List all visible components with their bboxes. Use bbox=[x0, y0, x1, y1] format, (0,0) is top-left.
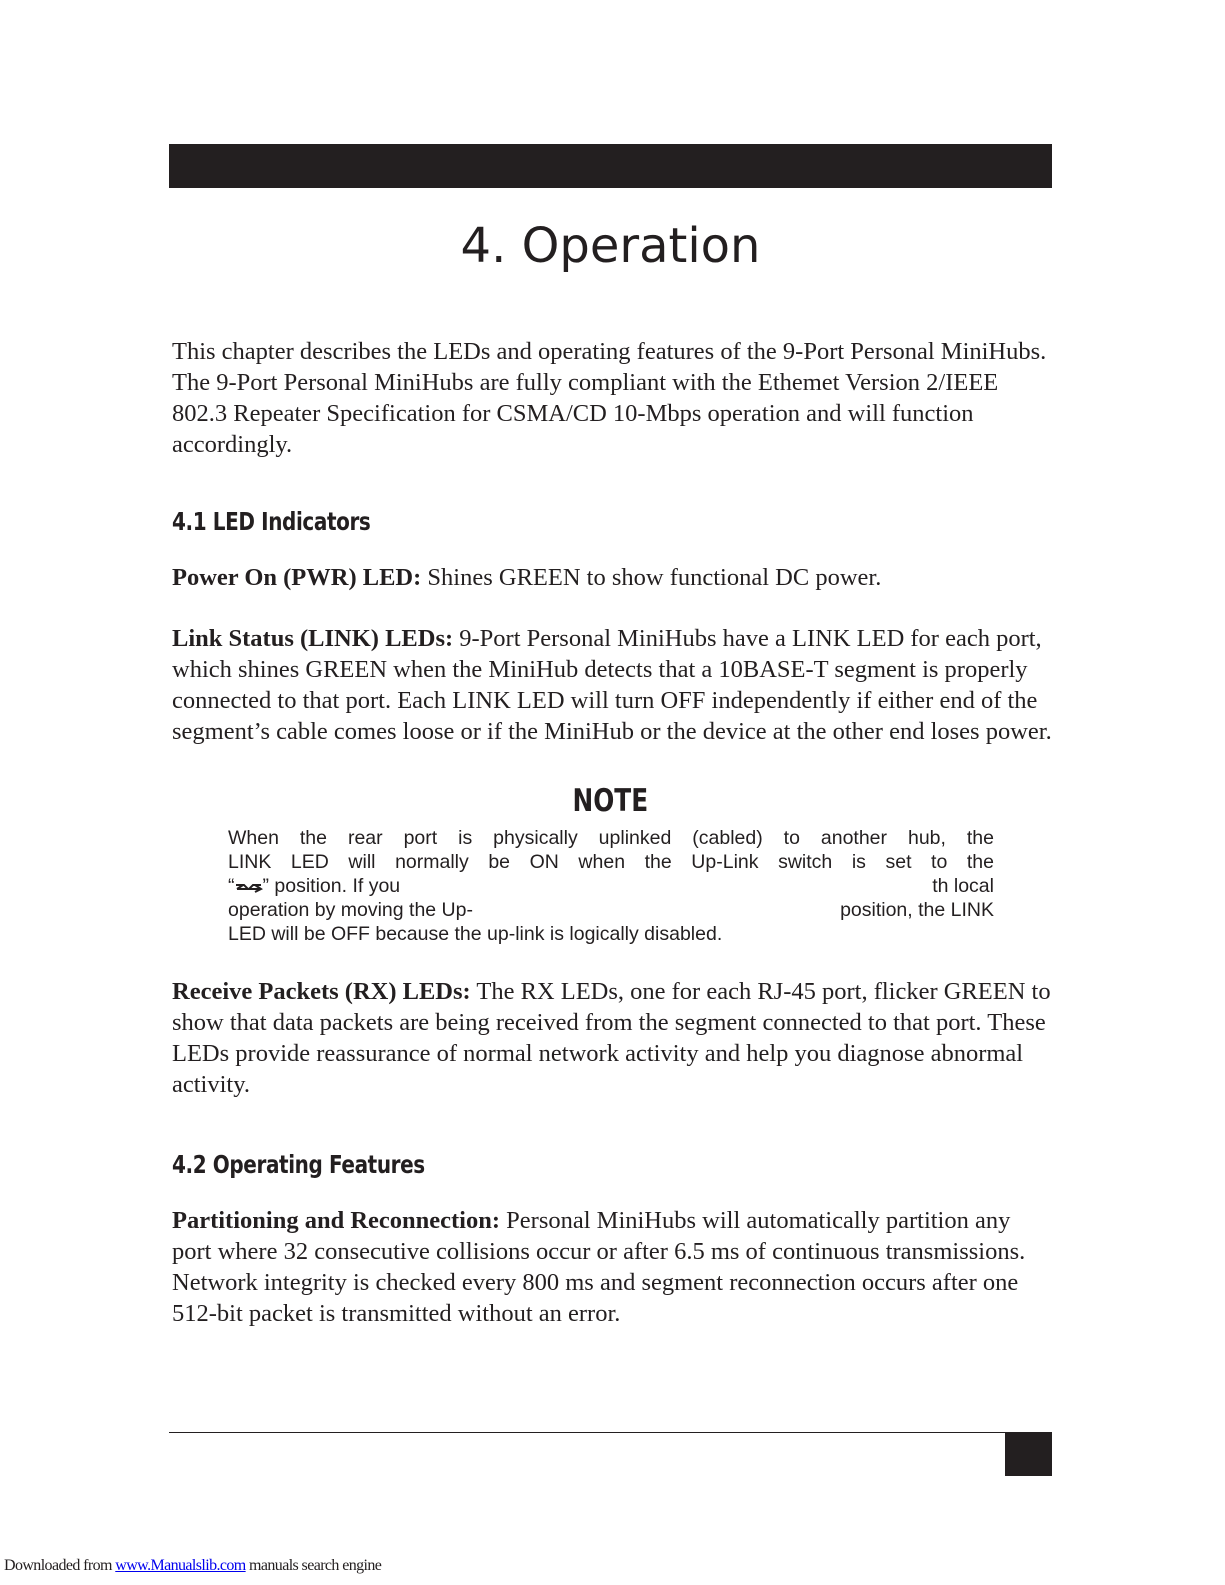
link-led-paragraph bbox=[172, 623, 1052, 747]
partition-term: Partitioning and Reconnection: bbox=[172, 1207, 501, 1234]
page-number-box bbox=[1005, 1432, 1052, 1476]
section-heading-led-indicators: 4.1 LED Indicators bbox=[172, 507, 371, 536]
pwr-led-text: Shines GREEN to show functional DC power. bbox=[421, 564, 882, 591]
link-led-term: Link Status (LINK) LEDs: bbox=[172, 625, 454, 652]
note-line-5: LED will be OFF because the up-link is logically disabled. bbox=[228, 923, 723, 945]
note-line-3 bbox=[228, 874, 994, 898]
note-line-2: LINK LED will normally be ON when the Up-Link switch is set to the bbox=[228, 851, 994, 873]
link-led-text: 9-Port Personal MiniHubs have a LINK LED for each port, which shines GREEN when the MiniHub detects that a 10BASE-T segment is properly connected to that port. Each LINK LED will turn OFF independently if either end of the segment’s cable comes loose or if the MiniHub or the device at the other end loses power. bbox=[172, 625, 1052, 745]
intro-paragraph: This chapter describes the LEDs and operating features of the 9-Port Personal MiniHubs. The 9-Port Personal MiniHubs are fully compliant with the Ethemet Version 2/IEEE 802.3 Repeater Specification for CSMA/CD 10-Mbps operation and will function accordingly. bbox=[172, 338, 1047, 458]
footer-rule bbox=[169, 1432, 1052, 1433]
note-heading: NOTE bbox=[572, 783, 649, 819]
note-line-4-right: position, the LINK bbox=[840, 899, 994, 921]
manualslib-link[interactable]: www.Manualslib.com bbox=[115, 1557, 246, 1574]
note-line-1: When the rear port is physically uplinked (cabled) to another hub, the bbox=[228, 827, 994, 849]
pwr-led-term: Power On (PWR) LED: bbox=[172, 564, 422, 591]
section-heading-operating-features: 4.2 Operating Features bbox=[172, 1150, 425, 1179]
partition-paragraph bbox=[172, 1205, 1052, 1329]
note-line-3-right: th local bbox=[932, 875, 994, 897]
download-credit bbox=[4, 1557, 381, 1575]
rx-led-text: The RX LEDs, one for each RJ-45 port, flicker GREEN to show that data packets are being received from the segment connected to that port. These LEDs provide reassurance of normal network activity and help you diagnose abnormal activity. bbox=[172, 978, 1051, 1098]
note-line-4 bbox=[228, 898, 994, 922]
pwr-led-paragraph bbox=[172, 562, 1052, 593]
note-close-quote: ” position. If you bbox=[262, 875, 401, 897]
credit-prefix: Downloaded from bbox=[4, 1557, 116, 1574]
crossover-arrows-icon bbox=[235, 881, 263, 893]
rx-led-paragraph bbox=[172, 976, 1052, 1100]
note-line-4-left: operation by moving the Up- bbox=[228, 899, 473, 921]
note-open-quote: “ bbox=[228, 875, 235, 897]
rx-led-term: Receive Packets (RX) LEDs: bbox=[172, 978, 471, 1005]
credit-suffix: manuals search engine bbox=[245, 1557, 382, 1574]
partition-text: Personal MiniHubs will automatically partition any port where 32 consecutive collisions occur or after 6.5 ms of continuous transmissions. Network integrity is checked every 800 ms and segment reconnection occurs after one 512-bit packet is transmitted without an error. bbox=[172, 1207, 1026, 1327]
header-bar bbox=[169, 144, 1052, 188]
chapter-title: 4. Operation bbox=[460, 218, 761, 274]
